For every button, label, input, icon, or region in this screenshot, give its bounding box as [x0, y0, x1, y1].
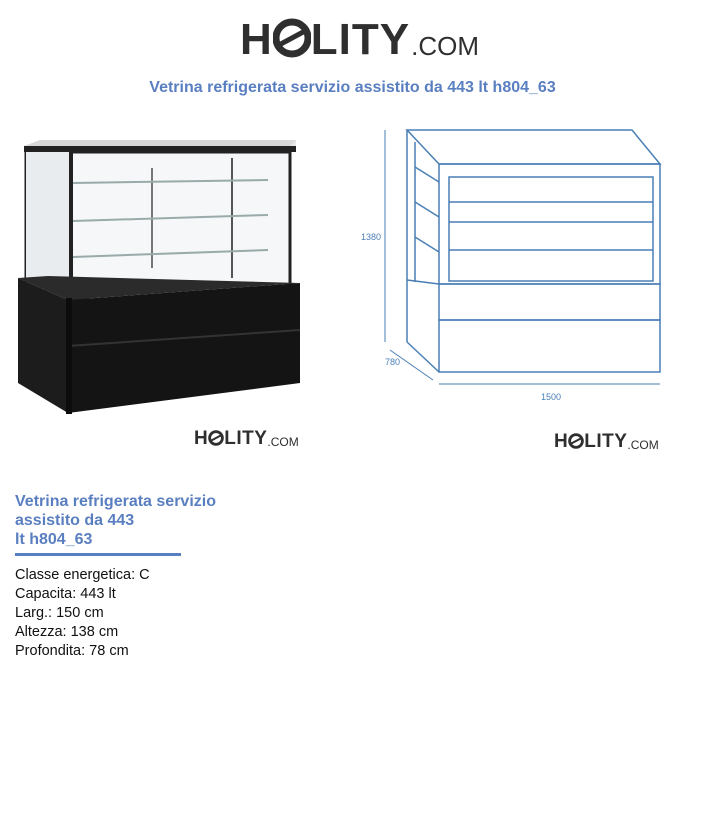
spec-item: Classe energetica: C: [15, 567, 150, 583]
product-name-line: assistito da 443: [15, 512, 135, 529]
spec-list: [15, 566, 150, 661]
logo-suffix: .COM: [267, 434, 299, 449]
product-name: [15, 492, 245, 549]
logo-text: H LITY: [240, 15, 411, 64]
spec-item: Larg.: 150 cm: [15, 605, 104, 621]
product-photo: [18, 128, 304, 418]
logo-text: H LITY: [554, 431, 628, 452]
holity-logo[interactable]: [240, 14, 479, 66]
spec-item: Profondita: 78 cm: [15, 643, 129, 659]
logo-o-mark-icon: [568, 433, 584, 449]
depth-label: 780: [385, 357, 401, 367]
logo-suffix: .COM: [627, 437, 659, 452]
logo-text: H LITY: [194, 428, 268, 449]
holity-logo-small: [194, 428, 299, 450]
holity-logo-small: [554, 431, 659, 453]
product-name-line: Vetrina refrigerata servizio: [15, 493, 216, 510]
height-label: 1380: [361, 232, 382, 242]
spec-item: Altezza: 138 cm: [15, 624, 119, 640]
logo-suffix: .COM: [411, 30, 479, 61]
title-underline: [15, 553, 181, 556]
page-title: Vetrina refrigerata servizio assistito da 443 lt h804_63: [149, 79, 556, 96]
logo-o-mark-icon: [208, 430, 224, 446]
technical-drawing: [355, 122, 675, 412]
logo-o-mark-icon: [273, 15, 311, 65]
width-label: 1500: [541, 392, 562, 402]
spec-item: Capacita: 443 lt: [15, 586, 116, 602]
product-name-line: lt h804_63: [15, 531, 93, 548]
